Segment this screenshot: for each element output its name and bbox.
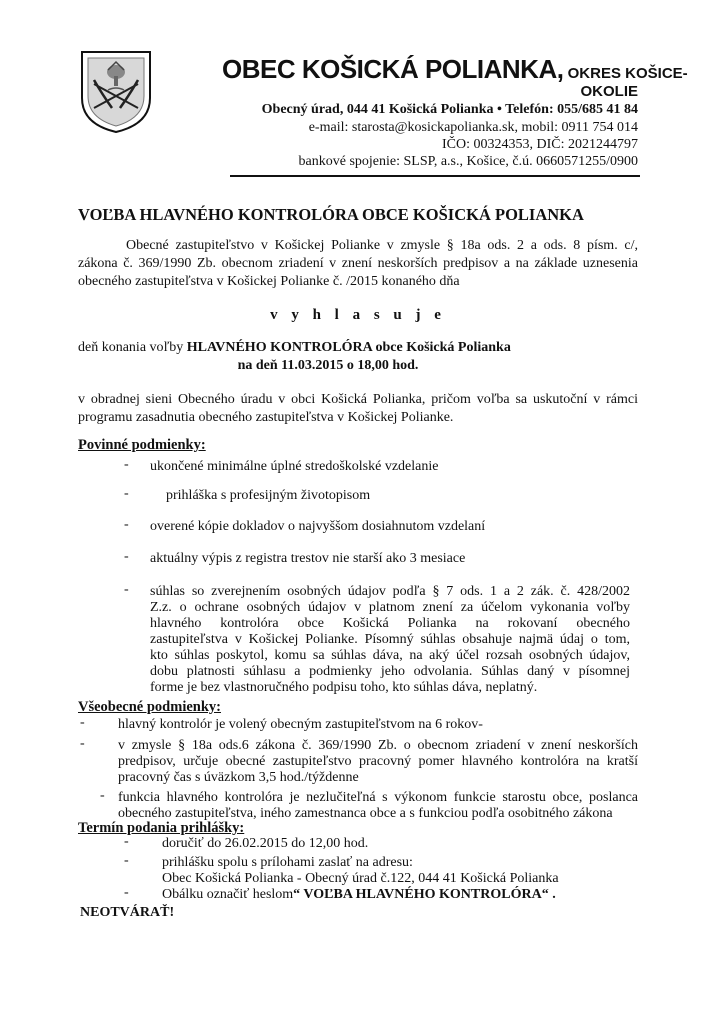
list-item: aktuálny výpis z registra trestov nie starší ako 3 mesiace — [150, 551, 466, 566]
list-bullet: - — [124, 885, 129, 900]
list-item: súhlas so zverejnením osobných údajov podľa § 7 ods. 1 a 2 zák. č. 428/2002 Z.z. o ochrane osobných údajov v platnom znení za účelom vykonania voľby hlavného kontrolóra obce Košická Polianka na rokovaní obecného zastupiteľstva v Košickej Polianke. Písomný súhlas obsahuje najmä údaj o tom, kto súhlas poskytol, komu sa súhlas dáva, na aký účel rozsah osobných údajov, dobu platnosti súhlasu a podmienky jeho odvolania. Súhlas daný v písomnej forme je bez vlastnoručného podpisu toho, kto súhlas dáva, neplatný. — [150, 584, 630, 695]
list-item: prihlášku spolu s prílohami zaslať na adresu: Obec Košická Polianka - Obecný úrad č.122, 044 41 Košická Polianka — [162, 855, 559, 886]
location-line: programu zasadnutia obecného zastupiteľstva v Košickej Polianke. — [78, 410, 454, 425]
list-bullet: - — [100, 788, 105, 803]
coat-of-arms-icon — [80, 50, 152, 134]
list-item: hlavný kontrolór je volený obecným zastupiteľstvom na 6 rokov- — [118, 717, 483, 732]
list-bullet: - — [124, 834, 129, 849]
list-bullet: - — [124, 549, 129, 564]
list-bullet: - — [124, 486, 129, 501]
list-bullet: - — [80, 715, 85, 730]
list-item: prihláška s profesijným životopisom — [166, 488, 371, 503]
contact-email: e-mail: starosta@kosickapolianka.sk, mobil: 0911 754 014 — [308, 120, 638, 135]
intro-line: Obecné zastupiteľstvo v Košickej Polianke v zmysle § 18a ods. 2 a ods. 8 písm. c/, — [126, 238, 638, 253]
list-item: overené kópie dokladov o najvyššom dosiahnutom vzdelaní — [150, 519, 486, 534]
office-address: Obecný úrad, 044 41 Košická Polianka • Telefón: 055/685 41 84 — [261, 102, 638, 117]
list-item: ukončené minimálne úplné stredoškolské vzdelanie — [150, 459, 439, 474]
deadline-heading: Termín podania prihlášky: — [78, 820, 245, 836]
list-bullet: - — [124, 457, 129, 472]
list-bullet: - — [80, 736, 85, 751]
list-item: doručiť do 26.02.2015 do 12,00 hod. — [162, 836, 369, 851]
bank-details: bankové spojenie: SLSP, a.s., Košice, č.ú. 0660571255/0900 — [298, 154, 638, 169]
intro-paragraph — [78, 237, 638, 291]
list-bullet: - — [124, 517, 129, 532]
header-divider — [230, 175, 640, 177]
declaration-word: v y h l a s u j e — [270, 307, 446, 323]
list-item: v zmysle § 18a ods.6 zákona č. 369/1990 Zb. o obecnom zriadení v znení neskorších predpisov, určuje obecné zastupiteľstvo pracovný pomer hlavného kontrolóra na kratší pracovný čas s úväzkom 3,5 hod./týždenne — [118, 738, 638, 785]
election-date: na deň 11.03.2015 o 18,00 hod. — [237, 358, 419, 373]
mandatory-conditions-heading: Povinné podmienky: — [78, 437, 206, 453]
location-paragraph — [78, 391, 638, 427]
list-item: Obálku označiť heslom“ VOĽBA HLAVNÉHO KONTROLÓRA“ . — [162, 887, 556, 902]
tax-ids: IČO: 00324353, DIČ: 2021244797 — [442, 137, 638, 152]
intro-line: zákona č. 369/1990 Zb. obecnom zriadení v znení neskorších predpisov a na základe uznesenia — [78, 256, 638, 271]
intro-line: obecného zastupiteľstva v Košickej Polianke č. /2015 konaného dňa — [78, 274, 460, 289]
municipality-title-cont: OKOLIE — [580, 83, 638, 100]
do-not-open-note: NEOTVÁRAŤ! — [80, 905, 175, 920]
announce-bold: HLAVNÉHO KONTROLÓRA obce Košická Polianka — [186, 340, 511, 355]
general-conditions-heading: Všeobecné podmienky: — [78, 699, 221, 715]
list-bullet: - — [124, 582, 129, 597]
document-title: VOĽBA HLAVNÉHO KONTROLÓRA OBCE KOŠICKÁ POLIANKA — [78, 205, 584, 224]
election-announcement: deň konania voľby HLAVNÉHO KONTROLÓRA obce Košická Polianka na deň 11.03.2015 o 18,00 hod. — [78, 339, 638, 375]
list-item: funkcia hlavného kontrolóra je nezlučiteľná s výkonom funkcie starostu obce, poslanca obecného zastupiteľstva, iného zamestnanca obce a s funkciou podľa osobitného zákona — [118, 790, 638, 821]
municipality-title: OBEC KOŠICKÁ POLIANKA, OKRES KOŠICE- — [222, 54, 688, 84]
list-bullet: - — [124, 853, 129, 868]
location-line: v obradnej sieni Obecného úradu v obci Košická Polianka, pričom voľba sa uskutoční v rámci — [78, 392, 638, 407]
